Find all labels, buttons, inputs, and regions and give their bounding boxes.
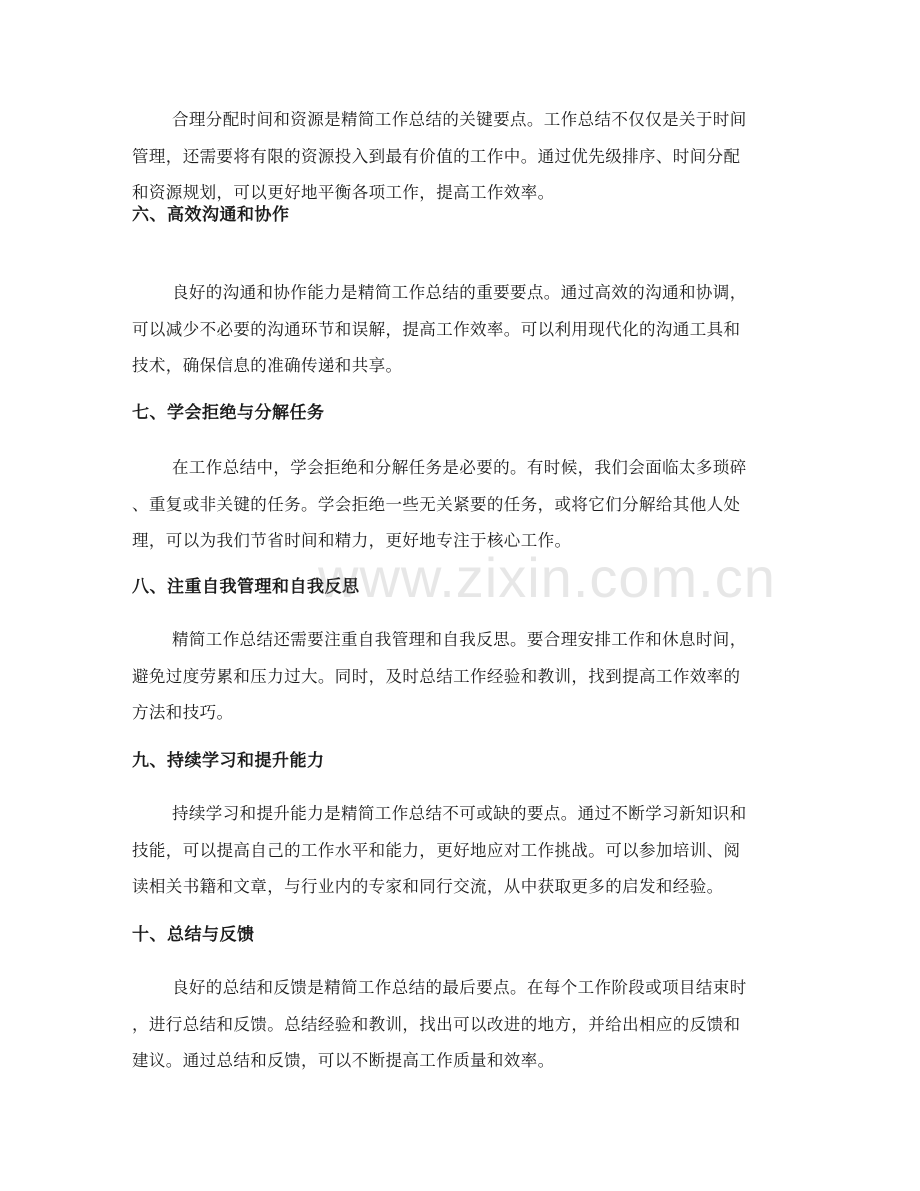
paragraph-line: 精简工作总结还需要注重自我管理和自我反思。要合理安排工作和休息时间， — [172, 630, 747, 649]
heading-self-management: 八、注重自我管理和自我反思 — [132, 577, 360, 597]
heading-communication: 六、高效沟通和协作 — [132, 205, 290, 225]
paragraph-line: 管理，还需要将有限的资源投入到最有价值的工作中。通过优先级排序、时间分配 — [132, 146, 741, 166]
paragraph-resource-allocation — [132, 102, 792, 212]
paragraph-line: ，进行总结和反馈。总结经验和教训，找出可以改进的地方，并给出相应的反馈和 — [132, 1014, 741, 1034]
paragraph-self-management — [132, 622, 792, 732]
heading-refuse-decompose: 七、学会拒绝与分解任务 — [132, 403, 325, 423]
paragraph-line: 避免过度劳累和压力过大。同时，及时总结工作经验和教训，找到提高工作效率的 — [132, 666, 741, 686]
paragraph-line: 可以减少不必要的沟通环节和误解，提高工作效率。可以利用现代化的沟通工具和 — [132, 319, 741, 339]
paragraph-continuous-learning — [132, 796, 792, 906]
paragraph-line: 在工作总结中，学会拒绝和分解任务是必要的。有时候，我们会面临太多琐碎 — [172, 458, 747, 477]
paragraph-line: 合理分配时间和资源是精简工作总结的关键要点。工作总结不仅仅是关于时间 — [172, 110, 747, 129]
paragraph-line: 理，可以为我们节省时间和精力，更好地专注于核心工作。 — [132, 531, 572, 550]
heading-continuous-learning: 九、持续学习和提升能力 — [132, 751, 325, 771]
watermark: www.zixin.com.cn — [318, 546, 776, 609]
paragraph-line: 建议。通过总结和反馈，可以不断提高工作质量和效率。 — [132, 1051, 555, 1070]
paragraph-line: 持续学习和提升能力是精简工作总结不可或缺的要点。通过不断学习新知识和 — [172, 804, 747, 823]
paragraph-line: 方法和技巧。 — [132, 703, 234, 722]
paragraph-line: 良好的总结和反馈是精简工作总结的最后要点。在每个工作阶段或项目结束时 — [172, 978, 747, 997]
paragraph-line: 和资源规划，可以更好地平衡各项工作，提高工作效率。 — [132, 183, 555, 202]
paragraph-communication — [132, 275, 792, 385]
paragraph-line: 、重复或非关键的任务。学会拒绝一些无关紧要的任务，或将它们分解给其他人处 — [132, 494, 741, 514]
paragraph-refuse-decompose — [132, 450, 792, 560]
paragraph-summary-feedback — [132, 970, 792, 1080]
heading-summary-feedback: 十、总结与反馈 — [132, 925, 255, 945]
paragraph-line: 良好的沟通和协作能力是精简工作总结的重要要点。通过高效的沟通和协调， — [172, 283, 747, 302]
paragraph-line: 技能，可以提高自己的工作水平和能力，更好地应对工作挑战。可以参加培训、阅 — [132, 840, 741, 860]
paragraph-line: 技术，确保信息的准确传递和共享。 — [132, 356, 403, 375]
paragraph-line: 读相关书籍和文章，与行业内的专家和同行交流，从中获取更多的启发和经验。 — [132, 877, 724, 896]
